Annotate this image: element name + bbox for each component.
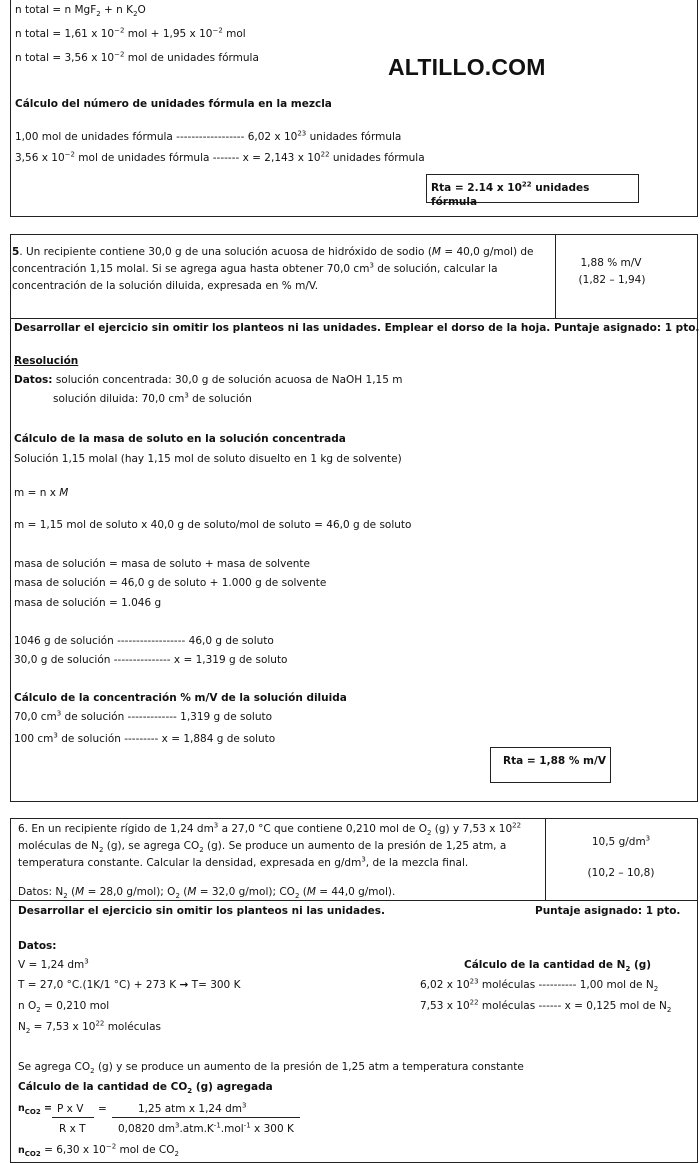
p6-n2-line-2: 7,53 x $10^{22}$ moléculas ------ x = 0,125 mol de $N_2$: [420, 998, 672, 1015]
p5-line-m-calc: m = 1,15 mol de soluto x 40,0 g de soluto/mol de soluto = 46,0 g de soluto: [14, 519, 412, 531]
p5-heading-mass: Cálculo de la masa de soluto en la solución concentrada: [14, 433, 346, 445]
p6-co2-statement: Se agrega $CO_2$ (g) y se produce un aumento de la presión de 1,25 atm a temperatura constante: [18, 1061, 524, 1076]
ntotal-result-line: n total = 3,56 x $10^{-2}$ mol de unidades fórmula: [15, 50, 259, 64]
p5-line-molal: Solución 1,15 molal (hay 1,15 mol de soluto disuelto en 1 kg de solvente): [14, 453, 402, 465]
p6-datos-volume: V = 1,24 $dm^3$: [18, 957, 89, 971]
p6-fraction-left-num: P x V: [57, 1103, 84, 1115]
p5-line-conc-2: 100 $cm^3$ de solución --------- x = 1,884 g de soluto: [14, 731, 276, 745]
ntotal-formula-line: n total = n MgF$_2$ + n $K_2O$: [15, 4, 146, 19]
problem-6-answer: 10,5 $g/dm^3$: [591, 834, 651, 848]
p6-fraction-left-bar: [52, 1117, 94, 1118]
problem-6-statement-2: moléculas de $N_2$ (g), se agrega $CO_2$ (g). Se produce un aumento de la presión de 1,25 atm, a: [18, 840, 507, 855]
p6-datos-heading: Datos:: [18, 940, 57, 952]
p6-co2-heading: Cálculo de la cantidad de $CO_2$ (g) agregada: [18, 1081, 273, 1096]
p6-datos-o2: n $O_2 = 0,210$ mol: [18, 1000, 110, 1015]
problem-6-score: Puntaje asignado: 1 pto.: [535, 905, 681, 917]
p6-equals-sign: =: [98, 1103, 107, 1115]
p6-fraction-right-den: 0,0820 $dm^3.atm.K^{-1}.mol^{-1}$ x 300 K: [118, 1121, 294, 1135]
problem-6-statement-4: Datos: $N_2$ (M = 28,0 g/mol); $O_2$ (M = 32,0 g/mol); $CO_2$ (M = 44,0 g/mol).: [18, 886, 396, 901]
formula-units-line-1: 1,00 mol de unidades fórmula ------------------ 6,02 x $10^{23}$ unidades fórmula: [15, 129, 402, 143]
problem-5-answer: 1,88 % m/V: [580, 257, 642, 269]
p6-datos-temperature: T = 27,0 °C.(1K/1 °C) + 273 K → T= 300 K: [18, 979, 241, 991]
answer-box-1: Rta = 2.14 x $10^{22}$ unidades fórmula: [426, 174, 639, 203]
problem-5-statement-1: 5. Un recipiente contiene 30,0 g de una solución acuosa de hidróxido de sodio (M = 40,0 g/mol) de: [12, 246, 534, 258]
p6-nco2-label: $n_{CO2}$ =: [18, 1103, 53, 1116]
p5-heading-concentration: Cálculo de la concentración % m/V de la solución diluida: [14, 692, 347, 704]
p6-fraction-left-den: R x T: [59, 1123, 86, 1135]
p6-datos-n2: $N_2 = 7,53$ x $10^{22}$ moléculas: [18, 1019, 161, 1036]
problem-5-statement-3: concentración de la solución diluida, expresada en % m/V.: [12, 280, 319, 292]
resolucion-heading: Resolución: [14, 355, 79, 367]
p6-fraction-right-num: 1,25 atm x 1,24 $dm^3$: [138, 1101, 247, 1115]
p5-line-masa-2: masa de solución = 46,0 g de soluto + 1.000 g de solvente: [14, 577, 327, 589]
p5-line-m-formula: m = n x M: [14, 487, 69, 499]
problem-5-instructions: Desarrollar el ejercicio sin omitir los planteos ni las unidades. Emplear el dorso de la hoja.: [14, 322, 551, 334]
p5-datos-line-2: solución diluida: 70,0 $cm^3$ de solución: [53, 391, 252, 405]
p6-n2-line-1: 6,02 x $10^{23}$ moléculas ---------- 1,00 mol de $N_2$: [420, 977, 659, 994]
p5-line-ratio-1: 1046 g de solución ------------------ 46,0 g de soluto: [14, 635, 274, 647]
problem-6-statement-1: 6. En un recipiente rígido de 1,24 $dm^3$ a 27,0 °C que contiene 0,210 mol de $O_2$ (g) y 7,53 x $10^{22}$: [18, 821, 522, 838]
problem-6-instructions: Desarrollar el ejercicio sin omitir los planteos ni las unidades.: [18, 905, 385, 917]
problem-6-range: (10,2 – 10,8): [587, 867, 655, 879]
p6-nco2-result: $n_{CO2} = 6,30$ x $10^{-2}$ mol de $CO_2$: [18, 1142, 179, 1159]
p5-line-masa-3: masa de solución = 1.046 g: [14, 597, 162, 609]
p5-line-conc-1: 70,0 $cm^3$ de solución ------------- 1,319 g de soluto: [14, 709, 273, 723]
ntotal-values-line: n total = 1,61 x $10^{-2}$ mol + 1,95 x $10^{-2}$ mol: [15, 26, 246, 40]
formula-units-heading: Cálculo del número de unidades fórmula en la mezcla: [15, 98, 332, 110]
problem-6-divider-v: [545, 818, 546, 901]
p6-n2-heading: Cálculo de la cantidad de $N_2$ (g): [464, 959, 652, 974]
problem-5-statement-2: concentración 1,15 molal. Si se agrega agua hasta obtener 70,0 $cm^3$ de solución, calcular la: [12, 261, 498, 275]
formula-units-line-2: 3,56 x $10^{-2}$ mol de unidades fórmula ------- x = 2,143 x $10^{22}$ unidades fórmula: [15, 150, 425, 164]
problem-5-score: Puntaje asignado: 1 pto.: [554, 322, 700, 334]
p6-fraction-right-bar: [112, 1117, 300, 1118]
altillo-logo: ALTILLO.COM: [388, 54, 546, 80]
problem-6-divider-h: [10, 900, 698, 901]
p5-datos-line-1: Datos: solución concentrada: 30,0 g de solución acuosa de NaOH 1,15 m: [14, 374, 403, 386]
p5-line-ratio-2: 30,0 g de solución --------------- x = 1,319 g de soluto: [14, 654, 288, 666]
problem-5-divider-h: [10, 318, 698, 319]
answer-box-5: Rta = 1,88 % m/V: [490, 747, 611, 783]
problem-5-range: (1,82 – 1,94): [578, 274, 646, 286]
p5-line-masa-1: masa de solución = masa de soluto + masa de solvente: [14, 558, 311, 570]
problem-6-statement-3: temperatura constante. Calcular la densidad, expresada en $g/dm^3$, de la mezcla final.: [18, 855, 469, 869]
